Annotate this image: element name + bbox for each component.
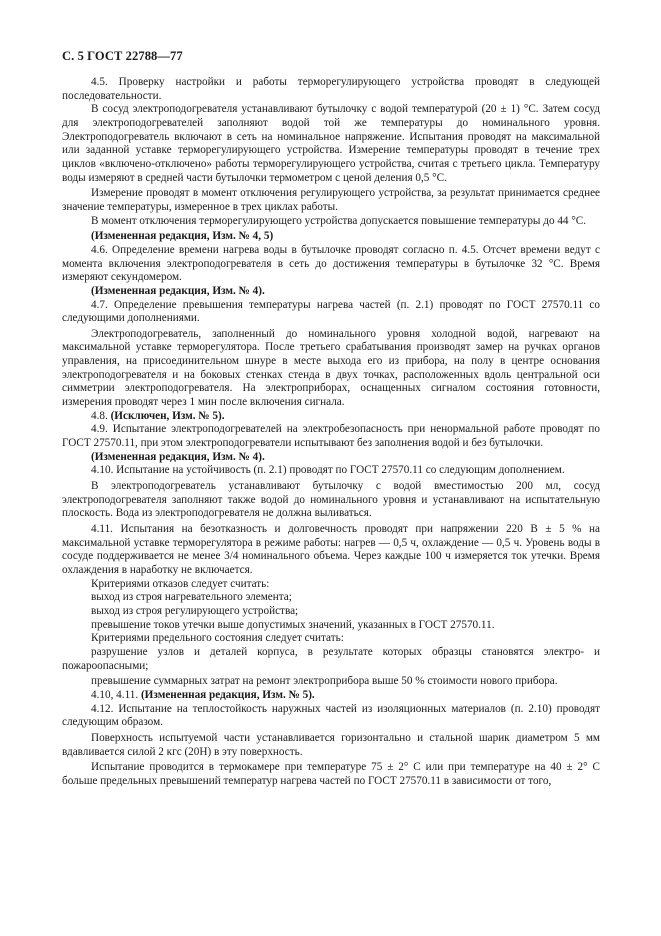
list-item: превышение токов утечки выше допустимых значений, указанных в ГОСТ 27570.11. [91,618,495,631]
paragraph-chamber: Испытание проводится в термокамере при температуре 75 ± 2° С или при температуре на 40 ± 2° С больше предельных превышений температур нагрева частей по ГОСТ 27570.11 в зависимости от того, [62,761,600,787]
document-body [62,76,600,788]
paragraph-limit-criteria: Критериями предельного состояния следует считать: [91,632,344,645]
list-item: разрушение узлов и деталей корпуса, в результате которых образцы становятся электро- и пожароопасными; [62,645,600,672]
paragraph-measurement: Измерение проводят в момент отключения регулирующего устройства, за результат принимается среднее значение температуры, измеренное в трех циклах работы. [62,187,600,213]
paragraph-temperature-limit: В момент отключения терморегулирующего устройства допускается повышение температуры до 44 °С. [91,214,587,227]
list-item: выход из строя нагревательного элемента; [91,591,292,604]
paragraph-4-5: 4.5. Проверку настройки и работы терморегулирующего устройства проводят в следующей последовательности. [62,76,600,102]
paragraph-stability: В электроподогреватель устанавливают бутылочку с водой вместимостью 200 мл, сосуд электроподогревателя заполняют также водой до номинального уровня и устанавливают на испытательную плоскость. Вода из электроподогревателя не должна выливаться. [62,480,600,520]
list-item: превышение суммарных затрат на ремонт электроприбора выше 50 % стоимости нового прибора. [91,675,558,688]
paragraph-surface: Поверхность испытуемой части устанавливается горизонтально и стальной шарик диаметром 5 мм вдавливается силой 2 кгс (20Н) в эту поверхность. [62,731,600,758]
amendment-note: (Измененная редакция, Изм. № 4). [91,450,265,463]
paragraph-4-12: 4.12. Испытание на теплостойкость наружных частей из изоляционных материалов (п. 2.10) проводят следующим образом. [62,702,600,729]
paragraph-heating: Электроподогреватель, заполненный до номинального уровня холодной водой, нагревают на максимальной уставке терморегулятора. После третьего срабатывания производят замер на ручках органов управления, на присоединительном шнуре в месте выхода его из прибора, на полу в центре основания электроподогревателя и на боковых стенках стенда в двух точках, расположенных вдоль центральной оси симметрии электроподогревателя. На электроприборах, оснащенных сигналом состояния готовности, измерения проводят через 1 мин после включения сигнала. [62,327,600,409]
paragraph-4-9: 4.9. Испытание электроподогревателей на электробезопасность при ненормальной работе проводят по ГОСТ 27570.11, при этом электроподогреватели испытывают без заполнения водой и без бутылочки. [62,423,600,450]
paragraph-4-10: 4.10. Испытание на устойчивость (п. 2.1) проводят по ГОСТ 27570.11 со следующим дополнением. [91,464,565,477]
paragraph-failure-criteria: Критериями отказов следует считать: [91,577,270,590]
paragraph-4-8: 4.8. (Исключен, Изм. № 5). [91,409,225,422]
paragraph-4-7: 4.7. Определение превышения температуры нагрева частей (п. 2.1) проводят по ГОСТ 27570.11 со следующими дополнениями. [62,298,600,325]
amendment-note: (Измененная редакция, Изм. № 4, 5) [91,230,274,243]
paragraph-4-6: 4.6. Определение времени нагрева воды в бутылочке проводят согласно п. 4.5. Отсчет времени ведут с момента включения электроподогревателя в сеть до достижения температуры в бутылочке 32 °С. Время измеряют секундомером. [62,243,600,284]
list-item: выход из строя регулирующего устройства; [91,604,299,617]
paragraph-procedure: В сосуд электроподогревателя устанавливают бутылочку с водой температурой (20 ± 1) °С. Затем сосуд для электроподогревателей заполняют водой той же температуры до номинального уровня. Электроподогреватель включают в сеть на номинальное напряжение. Испытания проводят на максимальной или заданной уставке терморегулирующего устройства. Измерение температуры проводят в течение трех циклов «включено-отключено» работы терморегулирующего устройства, считая с третьего цикла. Температуру воды измеряют в средней части бутылочки термометром с ценой деления 0,5 °С. [62,103,600,184]
amendment-note: 4.10, 4.11. (Измененная редакция, Изм. № 5). [91,688,315,701]
page-header: С. 5 ГОСТ 22788—77 [62,49,183,63]
amendment-note: (Измененная редакция, Изм. № 4). [91,284,265,297]
paragraph-4-11: 4.11. Испытания на безотказность и долговечность проводят при напряжении 220 В ± 5 % на максимальной уставке терморегулятора в режиме работы: нагрев — 0,5 ч, охлаждение — 0,5 ч. Уровень воды в сосуде поддерживается не менее 3/4 номинального объема. Через каждые 100 ч измеряется ток утечки. Время охлаждения в наработку не включается. [62,523,600,576]
